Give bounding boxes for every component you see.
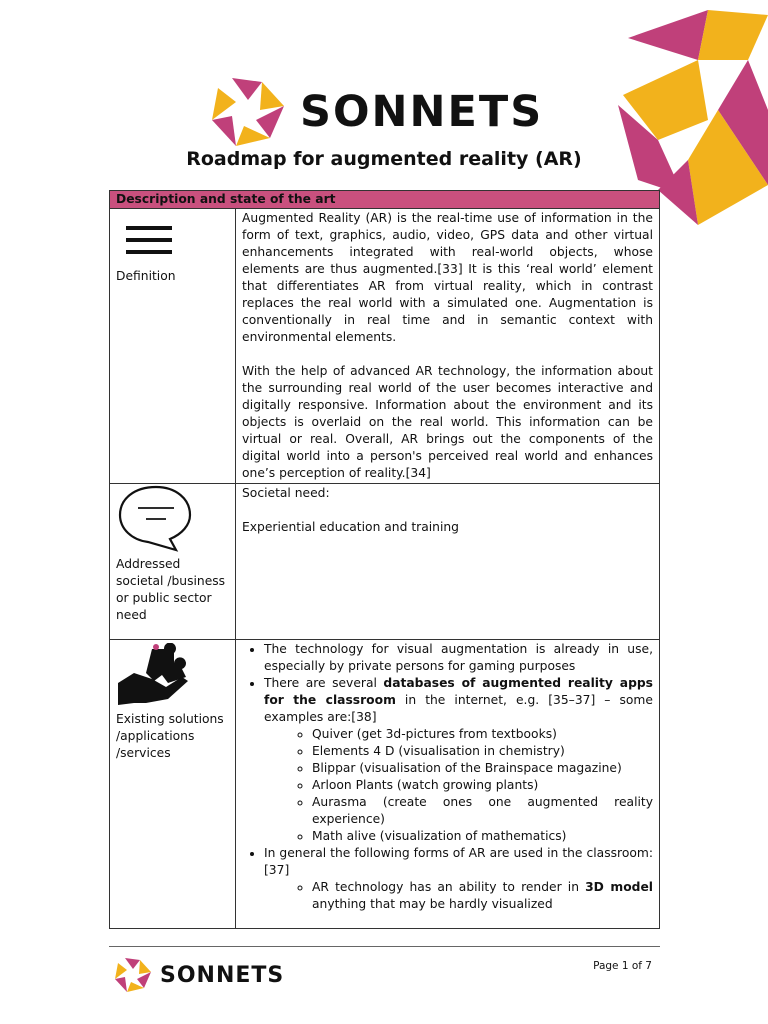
hamburger-lines-icon <box>124 222 174 262</box>
ar-forms-sublist <box>264 879 653 913</box>
footer-divider <box>109 946 660 947</box>
list-item: ◦ Elements 4 D (visualisation in chemistry) <box>312 743 653 760</box>
list-item: ◦ Math alive (visualization of mathematics) <box>312 828 653 845</box>
list-item: ◦ Arloon Plants (watch growing plants) <box>312 777 653 794</box>
list-item-text: AR technology has an ability to render in <box>312 880 586 894</box>
page-number: Page 1 of 7 <box>593 960 652 972</box>
puzzle-hand-icon <box>116 643 192 711</box>
list-item <box>264 845 653 913</box>
list-item-text: anything that may be hardly visualized <box>312 897 553 911</box>
societal-need-value: Experiential education and training <box>242 520 459 534</box>
row-label-definition: Definition <box>116 269 176 283</box>
table-row <box>110 640 660 929</box>
row-label-cell <box>110 484 236 640</box>
header-logo <box>210 76 543 148</box>
table-row <box>110 484 660 640</box>
row-label-societal-need: Addressed societal /business or public sector need <box>116 557 226 622</box>
list-item-bold: 3D model <box>585 880 654 894</box>
row-content-cell <box>236 640 660 929</box>
list-item: ◦ Blippar (visualisation of the Brainspace magazine) <box>312 760 653 777</box>
table-row <box>110 209 660 484</box>
apps-sublist <box>264 726 653 845</box>
row-content-cell <box>236 209 660 484</box>
list-item-text: There are several <box>264 676 384 690</box>
table-header: Description and state of the art <box>110 191 660 209</box>
speech-bubble-icon <box>116 484 196 556</box>
solutions-list <box>242 641 653 913</box>
list-item-text: In general the following forms of AR are used in the classroom:[37] <box>264 846 653 877</box>
brand-wordmark: SONNETS <box>300 87 544 137</box>
list-item-text: in the internet, e.g. [35–37] – some examples are:[38] <box>264 693 653 724</box>
list-item <box>312 879 653 913</box>
definition-paragraph-1: Augmented Reality (AR) is the real-time use of information in the form of text, graphics, audio, video, GPS data and other virtual enhancements integrated with real-world objects, whose elements are thus augmented.[33] It is this ‘real world’ element that differentiates AR from virtual reality, which in contrast replaces the real world with a simulated one. Augmentation is conventionally in real time and in semantic context with environmental elements. <box>242 211 653 344</box>
footer-logo <box>114 957 284 993</box>
societal-need-label: Societal need: <box>242 486 330 500</box>
sonnets-logo-icon <box>210 76 286 148</box>
list-item <box>264 675 653 845</box>
list-item-bold: databases of augmented reality apps for the classroom <box>264 676 653 707</box>
page-title: Roadmap for augmented reality (AR) <box>186 148 582 170</box>
list-item: ◦ Quiver (get 3d-pictures from textbooks) <box>312 726 653 743</box>
roadmap-table <box>109 190 660 929</box>
row-label-existing-solutions: Existing solutions /applications /services <box>116 712 224 760</box>
row-content-cell <box>236 484 660 640</box>
footer-wordmark: SONNETS <box>160 962 285 988</box>
list-item: • The technology for visual augmentation is already in use, especially by private persons for gaming purposes <box>264 641 653 675</box>
definition-paragraph-2: With the help of advanced AR technology, the information about the surrounding real world of the user becomes interactive and digitally responsive. Information about the environment and its objects is overlaid on the real world. This information can be virtual or real. Overall, AR brings out the components of the digital world into a person's perceived real world and enhances one’s perception of reality.[34] <box>242 364 653 480</box>
list-item: ◦ Aurasma (create ones one augmented reality experience) <box>312 794 653 828</box>
row-label-cell <box>110 640 236 929</box>
row-label-cell <box>110 209 236 484</box>
sonnets-logo-icon <box>114 957 152 993</box>
